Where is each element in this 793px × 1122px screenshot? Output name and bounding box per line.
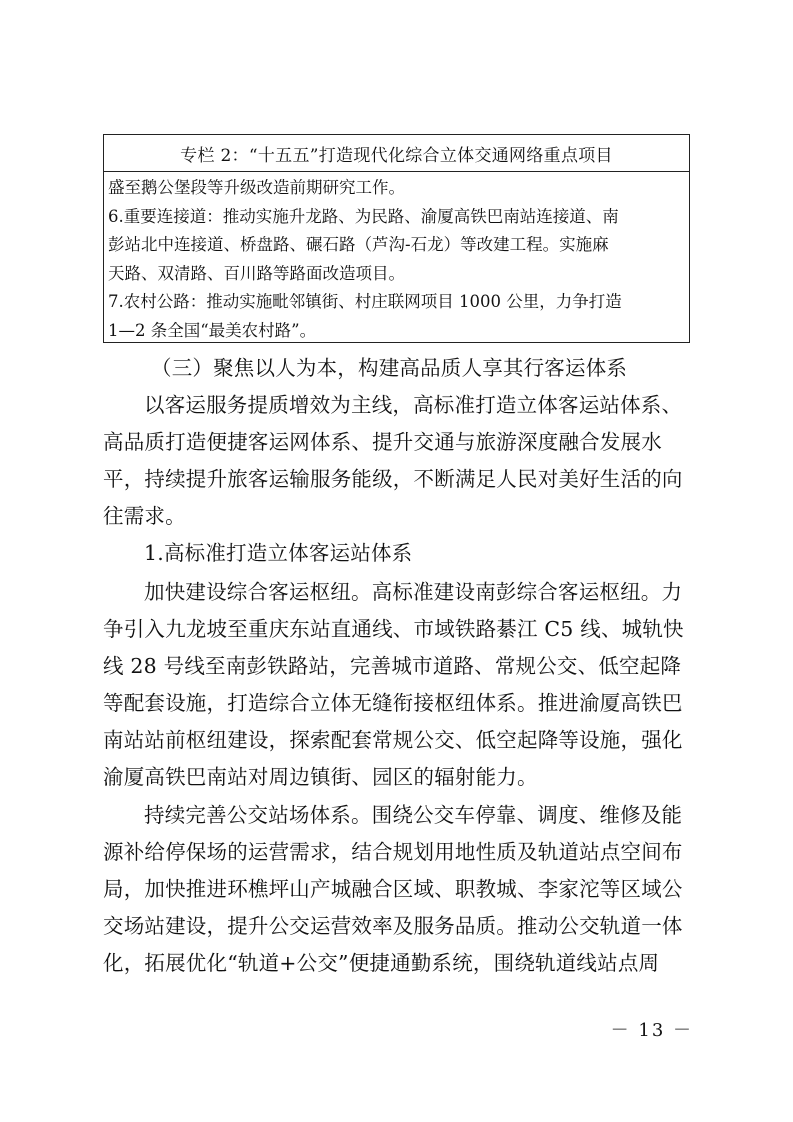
hub-paragraph xyxy=(103,574,695,796)
paragraph-line: 线 28 号线至南彭铁路站，完善城市道路、常规公交、低空起降 xyxy=(103,654,682,678)
paragraph-line: 南站站前枢纽建设，探索配套常规公交、低空起降等设施，强化 xyxy=(103,728,683,752)
box-line: 天路、双清路、百川路等路面改造项目。 xyxy=(108,263,405,283)
project-column-box xyxy=(103,134,690,343)
paragraph-line: 源补给停保场的运营需求，结合规划用地性质及轨道站点空间布 xyxy=(103,840,683,864)
box-line: 盛至鹅公堡段等升级改造前期研究工作。 xyxy=(108,178,405,197)
box-line: 1—2 条全国“最美农村路”。 xyxy=(108,320,317,340)
paragraph-line: 以客运服务提质增效为主线，高标准打造立体客运站体系、 xyxy=(144,393,683,417)
box-line: 6.重要连接道：推动实施升龙路、为民路、渝厦高铁巴南站连接道、南 xyxy=(108,206,619,226)
paragraph-line: 争引入九龙坡至重庆东站直通线、市域铁路綦江 C5 线、城轨快 xyxy=(103,617,684,641)
section-heading-block xyxy=(103,350,695,387)
paragraph-line: 平，持续提升旅客运输服务能级，不断满足人民对美好生活的向 xyxy=(103,467,683,491)
subheading-block xyxy=(103,535,695,572)
box-line: 7.农村公路：推动实施毗邻镇街、村庄联网项目 1000 公里，力争打造 xyxy=(108,292,622,312)
paragraph-line: 往需求。 xyxy=(103,504,186,528)
section-heading: （三）聚焦以人为本，构建高品质人享其行客运体系 xyxy=(151,356,628,380)
paragraph-line: 等配套设施，打造综合立体无缝衔接枢纽体系。推进渝厦高铁巴 xyxy=(103,691,683,715)
intro-paragraph xyxy=(103,387,695,535)
box-header: 专栏 2：“十五五”打造现代化综合立体交通网络重点项目 xyxy=(104,135,689,172)
paragraph-line: 高品质打造便捷客运网体系、提升交通与旅游深度融合发展水 xyxy=(103,430,662,454)
paragraph-line: 加快建设综合客运枢纽。高标准建设南彭综合客运枢纽。力 xyxy=(144,580,683,604)
subheading: 1.高标准打造立体客运站体系 xyxy=(144,541,413,565)
bus-paragraph xyxy=(103,797,695,982)
paragraph-line: 化，拓展优化“轨道+公交”便捷通勤系统，围绕轨道线站点周 xyxy=(103,951,660,975)
box-line: 彭站北中连接道、桥盘路、碾石路（芦沟-石龙）等改建工程。实施麻 xyxy=(108,235,609,255)
paragraph-line: 局，加快推进环樵坪山产城融合区域、职教城、李家沱等区域公 xyxy=(103,877,683,901)
paragraph-line: 交场站建设，提升公交运营效率及服务品质。推动公交轨道一体 xyxy=(103,914,683,938)
paragraph-line: 持续完善公交站场体系。围绕公交车停靠、调度、维修及能 xyxy=(144,803,683,827)
box-body xyxy=(104,172,689,346)
paragraph-line: 渝厦高铁巴南站对周边镇街、园区的辐射能力。 xyxy=(103,765,538,789)
page-number: － 13 － xyxy=(610,1020,693,1041)
